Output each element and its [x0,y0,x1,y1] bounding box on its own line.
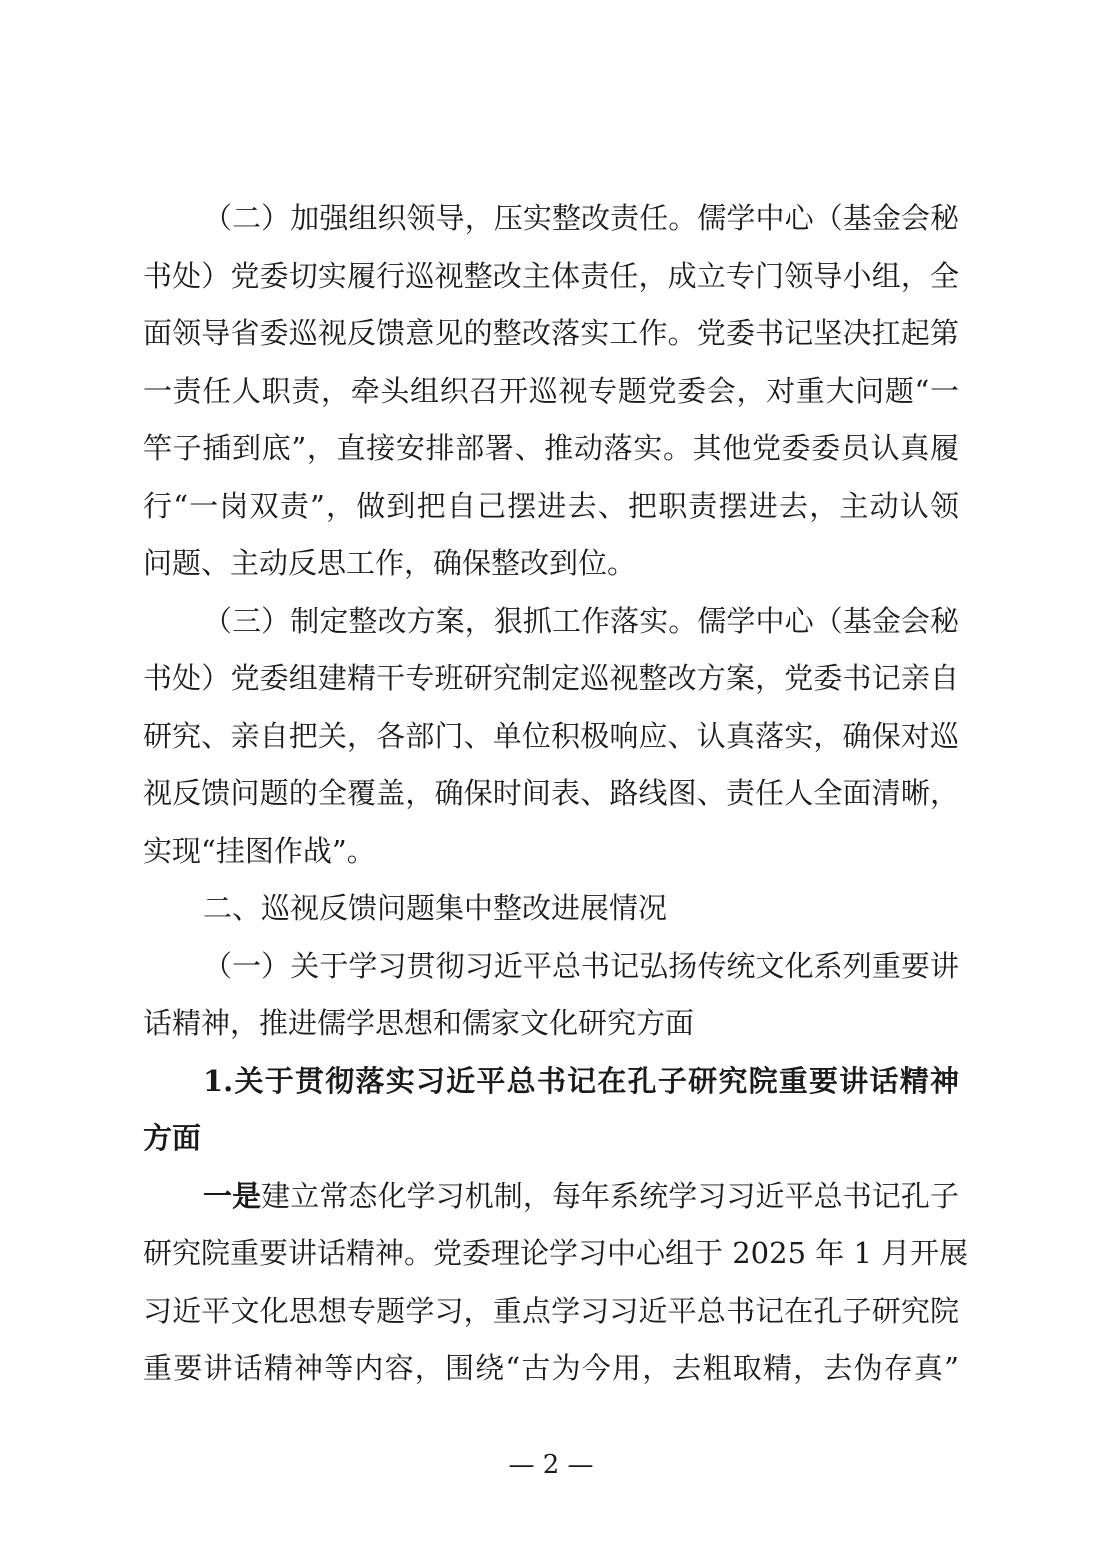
paragraph-line: 竿子插到底”，直接安排部署、推动落实。其他党委委员认真履 [143,431,959,465]
heading-line: 1.关于贯彻落实习近平总书记在孔子研究院重要讲话精神 [203,1063,959,1098]
document-body [143,190,969,1398]
paragraph-line: 一责任人职责，牵头组织召开巡视专题党委会，对重大问题“一 [143,373,959,408]
paragraph-rectification-plan [143,593,959,881]
paragraph-organization-leadership [143,190,959,593]
paragraph-line: 习近平文化思想专题学习，重点学习习近平总书记在孔子研究院 [143,1293,959,1328]
item-heading [143,1053,959,1168]
heading-line: （一）关于学习贯彻习近平总书记弘扬传统文化系列重要讲 [203,948,959,983]
page-number: — 2 — [508,1450,594,1480]
paragraph-line-text: 建立常态化学习机制，每年系统学习习近平总书记孔子 [261,1178,959,1213]
paragraph-line: 重要讲话精神等内容，围绕“古为今用，去粗取精，去伪存真” [143,1351,959,1385]
paragraph-lead: 一是 [203,1178,262,1213]
paragraph-line: 行“一岗双责”，做到把自己摆进去、把职责摆进去，主动认领 [143,488,959,523]
subsection-heading [143,938,959,1053]
paragraph-line: 视反馈问题的全覆盖，确保时间表、路线图、责任人全面清晰， [143,776,959,810]
paragraph-line [143,1168,959,1226]
paragraph-line: 研究、亲自把关，各部门、单位积极响应、认真落实，确保对巡 [143,718,959,753]
paragraph-line: 研究院重要讲话精神。党委理论学习中心组于 2025 年 1 月开展 [143,1236,969,1270]
paragraph-line: 面领导省委巡视反馈意见的整改落实工作。党委书记坚决扛起第 [143,316,959,350]
paragraph-study-mechanism [143,1168,969,1398]
heading-line: 方面 [143,1121,202,1155]
section-heading: 二、巡视反馈问题集中整改进展情况 [203,891,668,925]
paragraph-line: （三）制定整改方案，狠抓工作落实。儒学中心（基金会秘 [203,603,959,638]
paragraph-line: 书处）党委切实履行巡视整改主体责任，成立专门领导小组，全 [143,258,959,293]
paragraph-line: 书处）党委组建精干专班研究制定巡视整改方案，党委书记亲自 [143,661,959,695]
paragraph-line: 实现“挂图作战”。 [143,833,376,868]
paragraph-line: （二）加强组织领导，压实整改责任。儒学中心（基金会秘 [203,201,959,235]
paragraph-line: 问题、主动反思工作，确保整改到位。 [143,546,637,580]
heading-line: 话精神，推进儒学思想和儒家文化研究方面 [143,1006,695,1040]
